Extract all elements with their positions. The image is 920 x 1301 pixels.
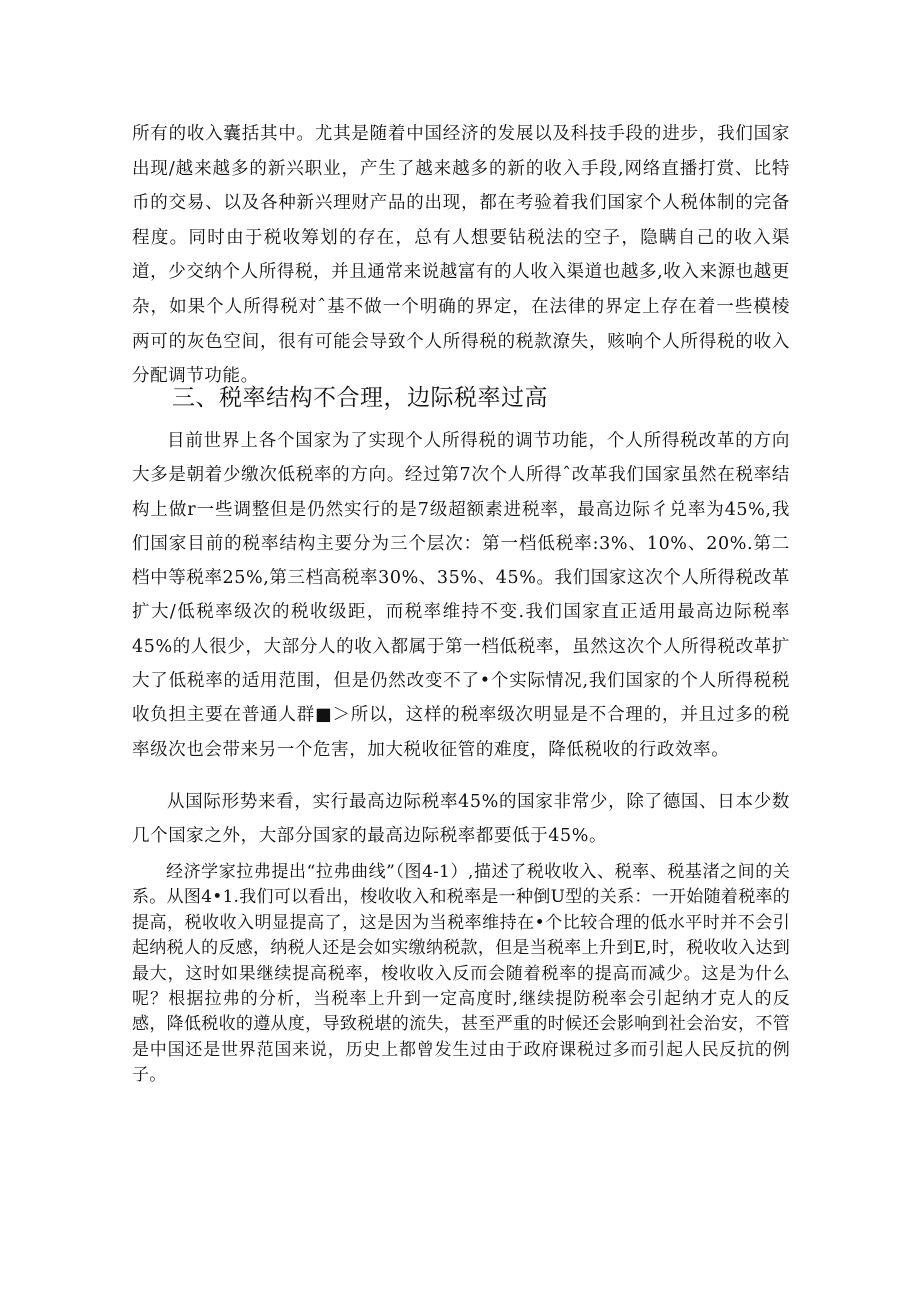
paragraph-international-comparison: 从国际形势来看，实行最高边际税率45%的国家非常少，除了德国、日本少数几个国家之外，大部分国家的最高边际税率都要低于45%。 bbox=[132, 792, 790, 846]
paragraph-laffer-curve: 经济学家拉弗提出“拉弗曲线”（图4-1）,描述了税收收入、税率、税基渚之间的关系。从图4•1.我们可以看出，梭收收入和税率是一种倒U型的关系：一开始随着税率的提高，税收收入明显提高了，这是因为当税率维持在•个比较合理的低水平时并不会引起纳税人的反感，纳税人还是会如实缴纳税款，但是当税率上升到E,时，税收收入达到最大，这时如果继续提高税率，梭收收入反而会随着税率的提高而减少。这是为什么呢？根据拉弗的分析，当税率上升到一定高度时,继续提防税率会引起纳才克人的反感，降低税收的遵从度，导致税堪的流失，甚至严重的时候还会影响到社会治安，不管是中国还是世界范国来说，历史上都曾发生过由于政府课税过多而引起人民反抗的例子。 bbox=[132, 862, 790, 1086]
paragraph-tax-rate-structure: 目前世界上各个国家为了实现个人所得税的调节功能，个人所得税改革的方向大多是朝着少缴次低税率的方向。经过第7次个人所得ˆ改革我们国家虽然在税率结构上做r一些调整但是仍然实行的是7级超额素进税率，最高边际彳兑率为45%,我们国家目前的税率结构主要分为三个层次：第一档低税率:3%、10%、20%.第二档中等税率25%,第三档高税率30%、35%、45%。我们国家这次个人所得税改革扩大/低税率级次的税收级距，而税率维持不变.我们国家直正适用最高边际税率45%的人很少，大部分人的收入都属于第一档低税率，虽然这次个人所得税改革扩大了低税率的适用范围，但是仍然改变不了•个实际情况,我们国家的个人所得税税收负担主要在普通人群■＞所以，这样的税率级次明显是不合理的，并且过多的税率级次也会带来另一个危害，加大税收征管的难度，降低税收的行政效率。 bbox=[132, 431, 790, 760]
section-heading: 三、税率结构不合理，边际税率过高 bbox=[172, 385, 548, 411]
paragraph-income-sources: 所有的收入囊括其中。尤其是随着中国经济的发展以及科技手段的进步，我们国家出现/越来越多的新兴职业，产生了越来越多的新的收入手段,网络直播打赏、比特币的交易、以及各种新兴理财产品的出现，都在考验着我们国家个人税体制的完备程度。同时由于税收筹划的存在，总有人想要钻税法的空子，隐瞒自己的收入渠道，少交纳个人所得税，并且通常来说越富有的人收入渠道也越多,收入来源也越更杂，如果个人所得税对ˆ基不做一个明确的界定，在法律的界定上存在着一些模棱两可的灰色空间，很有可能会导致个人所得税的税款潦失，赅响个人所得税的收入分配调节功能。 bbox=[132, 124, 790, 387]
